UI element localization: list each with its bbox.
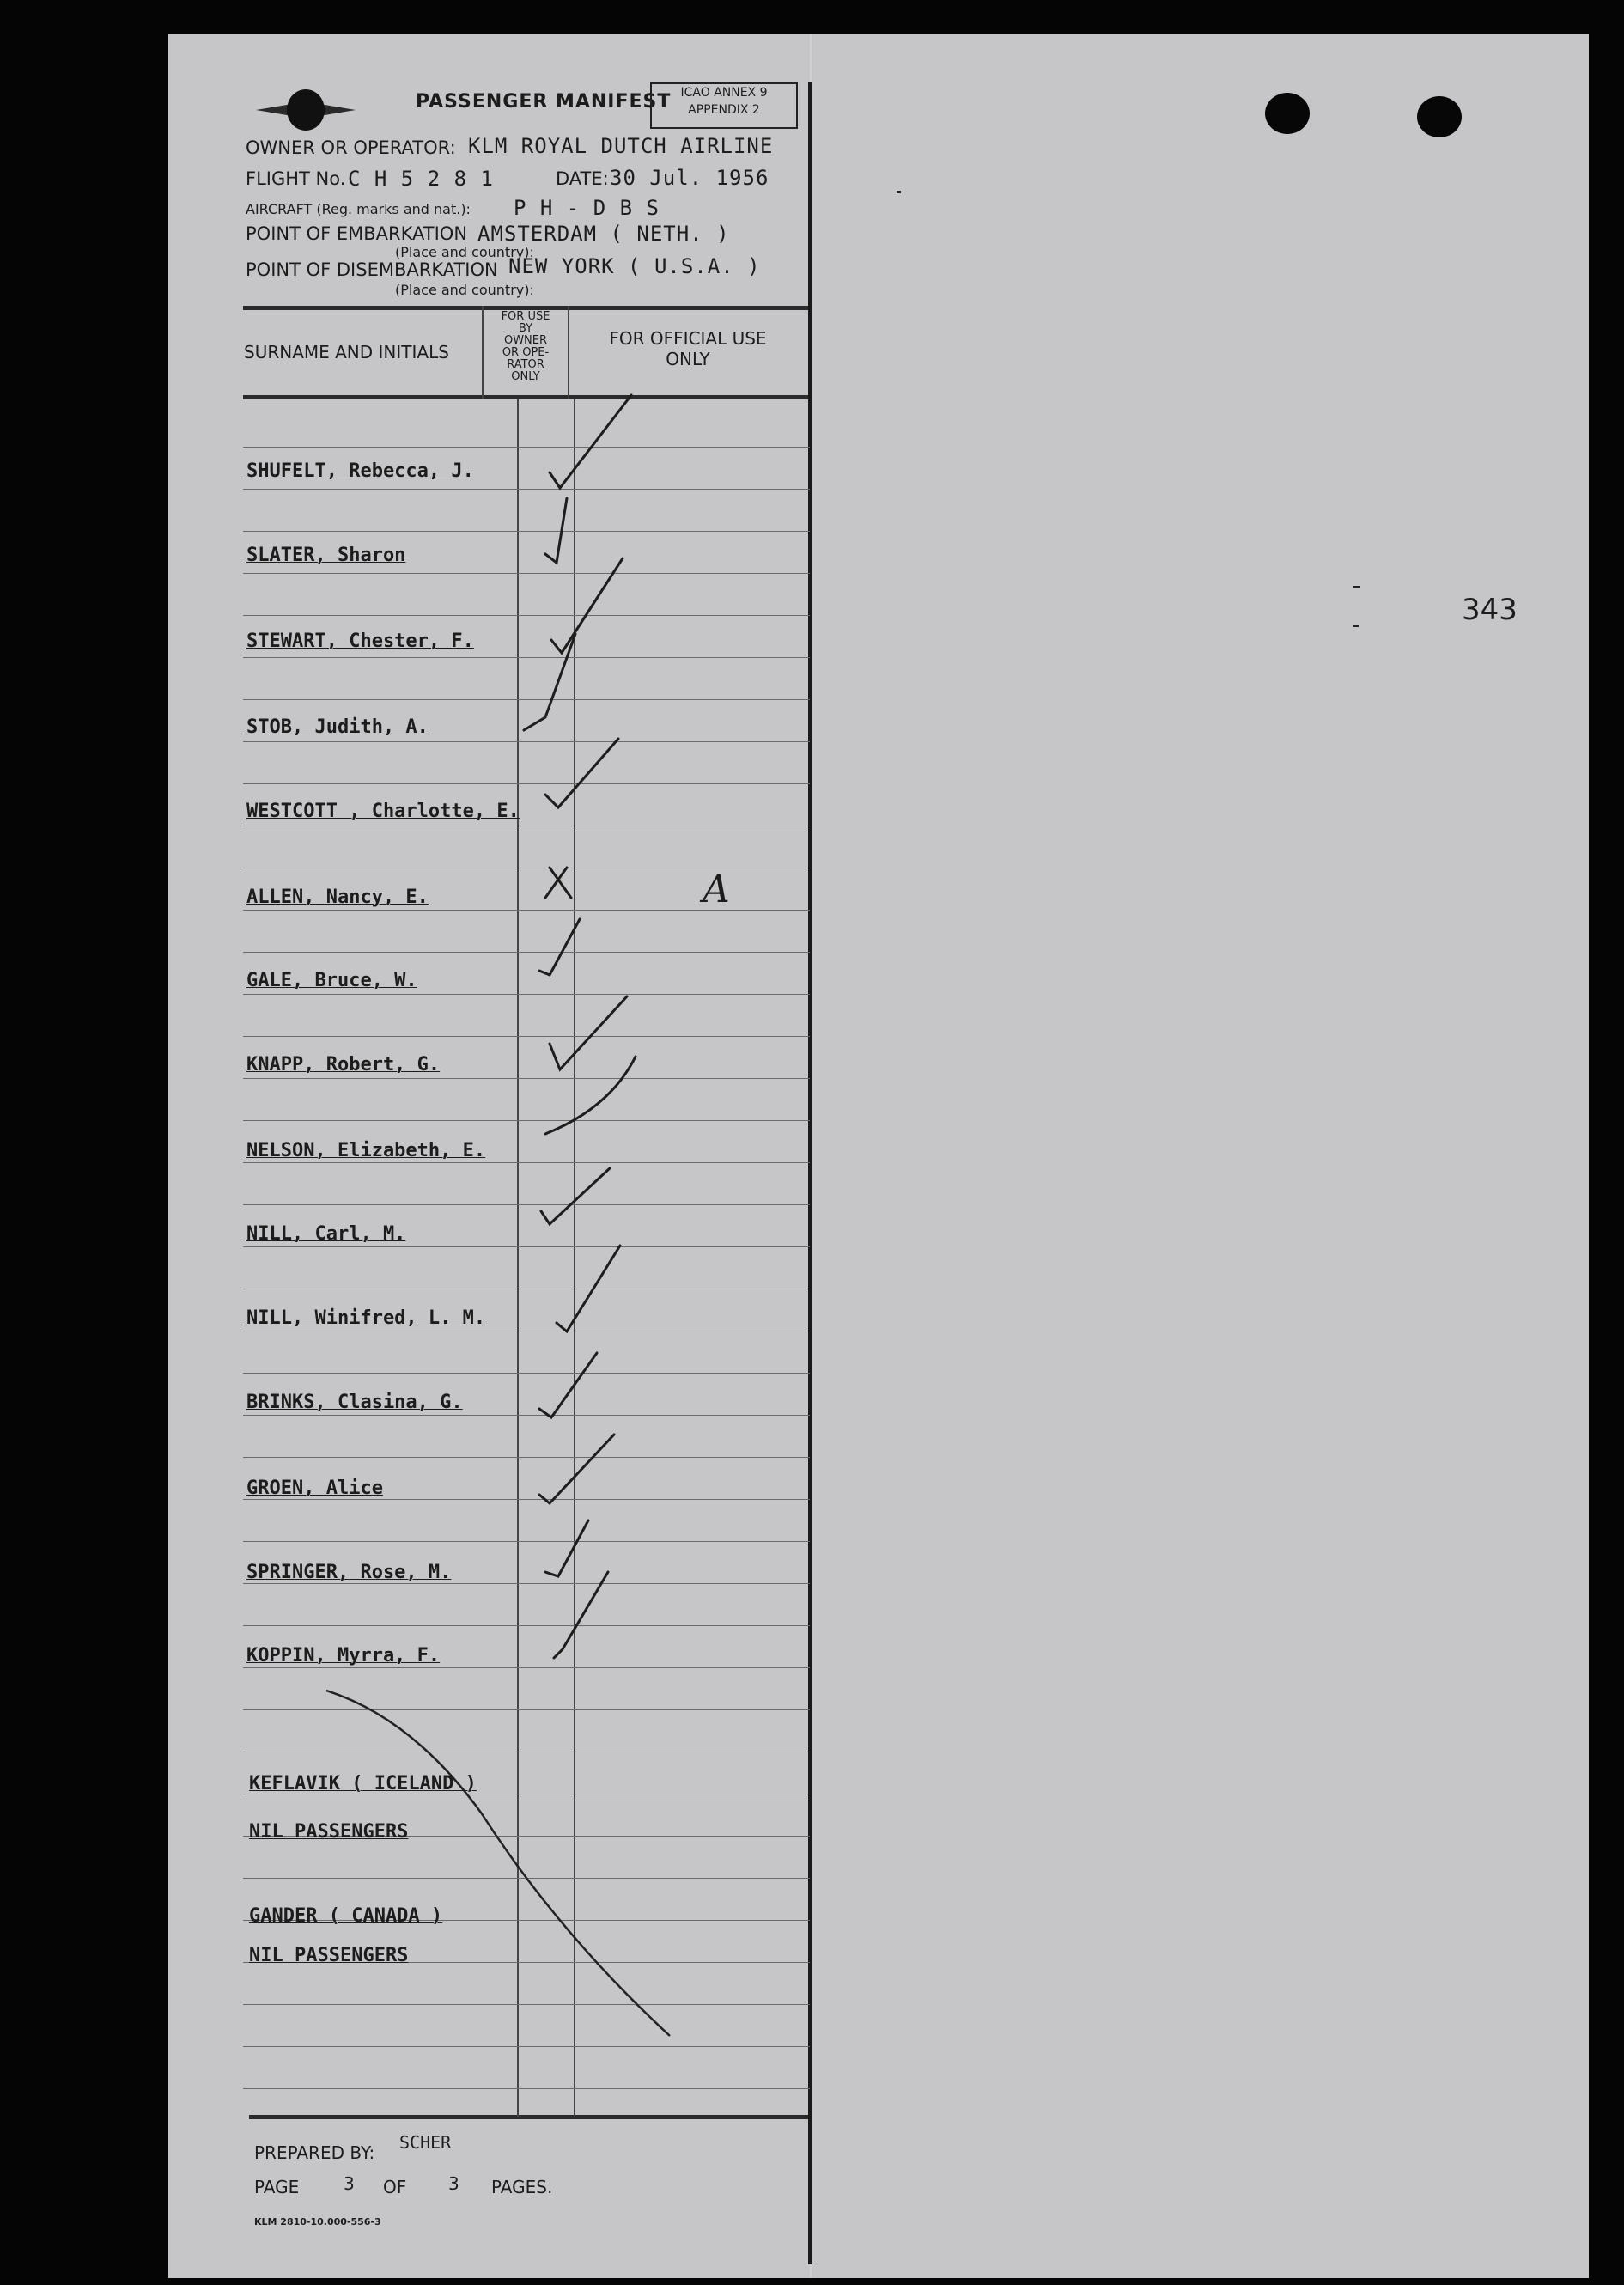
disembark-label: POINT OF DISEMBARKATION: [246, 259, 498, 280]
page-total: 3: [448, 2173, 459, 2194]
klm-logo-icon: [254, 84, 357, 136]
passenger-row: NILL, Carl, M.: [246, 1223, 406, 1245]
passenger-row: STOB, Judith, A.: [246, 716, 429, 738]
official-use-line: FOR OFFICIAL USE: [609, 328, 767, 349]
page-current: 3: [344, 2173, 355, 2194]
table-bottom-rule: [249, 2115, 810, 2119]
owner-use-line: BY: [518, 322, 533, 335]
flight-label: FLIGHT No.: [246, 168, 346, 189]
disembark-value: NEW YORK ( U.S.A. ): [508, 254, 761, 278]
of-label: OF: [383, 2177, 407, 2197]
passenger-row: ALLEN, Nancy, E.: [246, 887, 429, 908]
passenger-row: SLATER, Sharon: [246, 545, 406, 566]
passenger-row: GROEN, Alice: [246, 1478, 383, 1499]
pages-label: PAGES.: [491, 2177, 553, 2197]
stop-note: NIL PASSENGERS: [249, 1821, 409, 1843]
annex-line-1: ICAO ANNEX 9: [680, 86, 768, 100]
date-label: DATE:: [556, 168, 609, 189]
owner-value: KLM ROYAL DUTCH AIRLINE: [468, 134, 774, 158]
place-note-1: (Place and country):: [395, 244, 534, 260]
owner-use-line: FOR USE: [501, 310, 550, 323]
punch-hole: [1265, 93, 1310, 134]
form-title: PASSENGER MANIFEST: [416, 91, 672, 113]
passenger-row: NELSON, Elizabeth, E.: [246, 1140, 486, 1161]
owner-label: OWNER OR OPERATOR:: [246, 137, 456, 158]
date-value: 30 Jul. 1956: [610, 166, 769, 190]
owner-use-line: OWNER: [503, 334, 548, 347]
ruled-line: [243, 2046, 810, 2047]
form-code: KLM 2810-10.000-556-3: [254, 2216, 381, 2227]
passenger-row: STEWART, Chester, F.: [246, 631, 474, 652]
official-use-line: ONLY: [666, 349, 710, 369]
punch-hole: [1417, 96, 1462, 137]
annex-box: [650, 82, 798, 129]
passenger-row: GALE, Bruce, W.: [246, 970, 417, 991]
prepared-label: PREPARED BY:: [254, 2142, 375, 2163]
right-border: [808, 82, 812, 2264]
passenger-row: NILL, Winifred, L. M.: [246, 1307, 486, 1329]
col-header-surname: SURNAME AND INITIALS: [244, 342, 449, 363]
passenger-row: WESTCOTT , Charlotte, E.: [246, 801, 520, 822]
passenger-row: SHUFELT, Rebecca, J.: [246, 460, 474, 482]
owner-use-line: RATOR: [507, 358, 544, 371]
col-header-owner-use: [484, 311, 568, 383]
passenger-row: BRINKS, Clasina, G.: [246, 1392, 463, 1413]
stray-mark: [1353, 625, 1359, 627]
passenger-row: KNAPP, Robert, G.: [246, 1054, 441, 1075]
embark-value: AMSTERDAM ( NETH. ): [477, 222, 730, 246]
strike-line-icon: [318, 1684, 687, 2044]
annex-line-2: APPENDIX 2: [688, 103, 760, 117]
embark-label: POINT OF EMBARKATION: [246, 223, 468, 244]
ruled-line: [243, 2088, 810, 2089]
place-note-2: (Place and country):: [395, 282, 534, 298]
handwritten-mark: A: [703, 868, 730, 911]
passenger-row: SPRINGER, Rose, M.: [246, 1562, 452, 1583]
stop-place: GANDER ( CANADA ): [249, 1905, 443, 1927]
passenger-row: KOPPIN, Myrra, F.: [246, 1645, 441, 1667]
page-label: PAGE: [254, 2177, 300, 2197]
owner-use-line: OR OPE-: [502, 346, 550, 359]
aircraft-value: P H - D B S: [514, 196, 660, 220]
flight-value: C H 5 2 8 1: [348, 167, 494, 191]
stop-note: NIL PASSENGERS: [249, 1945, 409, 1966]
owner-use-line: ONLY: [511, 370, 540, 383]
stop-place: KEFLAVIK ( ICELAND ): [249, 1773, 477, 1794]
aircraft-label: AIRCRAFT (Reg. marks and nat.):: [246, 201, 471, 217]
stray-mark: [897, 191, 901, 193]
check-marks-icon: [481, 378, 704, 1701]
page-number: 343: [1462, 593, 1518, 627]
prepared-value: SCHER: [399, 2132, 452, 2153]
col-header-official: [569, 328, 806, 369]
stray-mark: [1353, 586, 1360, 588]
